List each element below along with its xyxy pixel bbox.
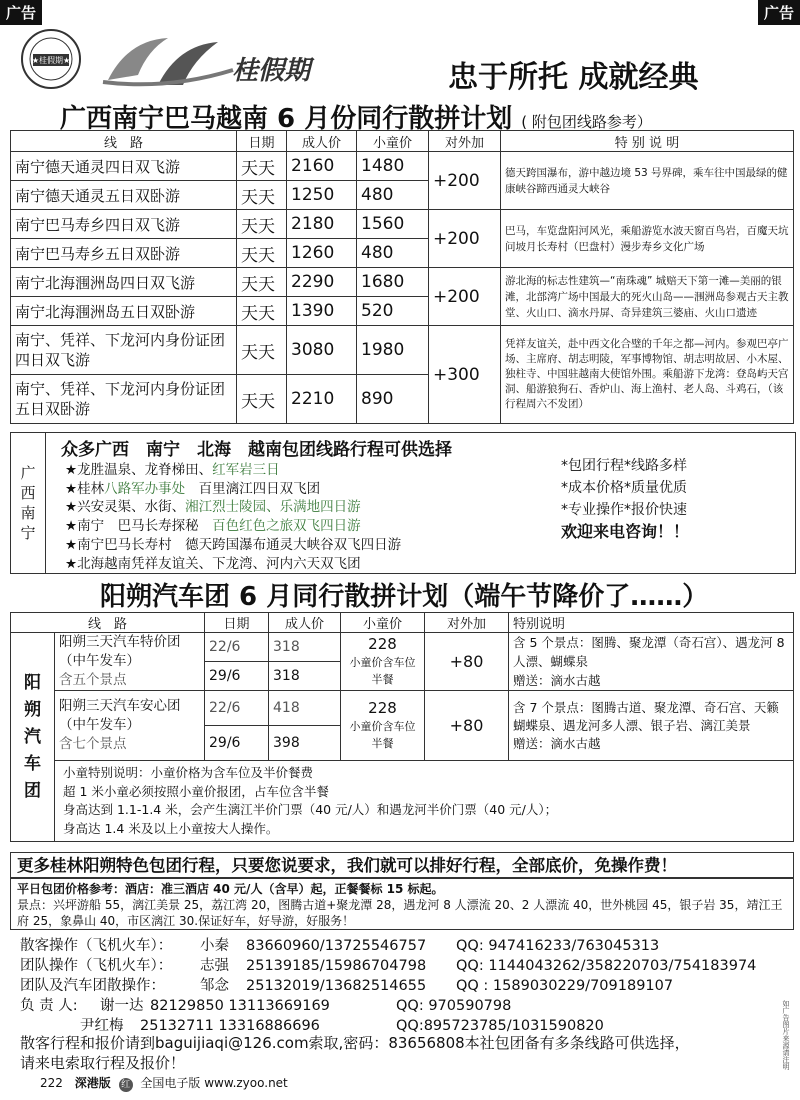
col-header: 成人价 xyxy=(287,131,357,152)
route-cell: 南宁巴马寿乡四日双飞游 xyxy=(11,210,237,239)
note-cell: 含 7 个景点：图腾古道、聚龙潭、奇石宫、天籁 蝴蝶泉、遇龙河多人漂、银子岩、漓江美景 赠送：滴水古越 xyxy=(509,691,794,761)
contact-row: 团队操作（飞机火车）： 志强 25139185/15986704798 QQ: 1144043262/358220703/754183974 xyxy=(20,958,757,974)
route-cell: 阳朔三天汽车安心团（中午发车） 含七个景点 xyxy=(55,691,205,761)
table-header-row xyxy=(11,131,794,152)
list-item: ★兴安灵渠、水街、湘江烈士陵园、乐满地四日游 xyxy=(65,499,361,516)
surcharge-cell: +200 xyxy=(429,210,501,268)
brand-name: 桂假期 xyxy=(232,56,311,86)
package-list xyxy=(65,461,401,573)
side-char: 宁 xyxy=(20,524,36,542)
date-cell: 22/6 xyxy=(205,691,269,726)
price-ref-line: 景点：兴坪游船 55，漓江美景 25，荔江湾 20，图腾古道+聚龙潭 28，遇龙河 8 人漂流 20、2 人漂流 40，世外桃园 45，银子岩 35，靖江王府 25，象鼻山 40，市区漓江 30.保证好车，好导游，好服务！ xyxy=(17,898,783,928)
feature-item: *成本价格*质量优质 xyxy=(561,480,687,496)
contact-row: 散客操作（飞机火车）： 小秦 83660960/13725546757 QQ: 947416233/763045313 xyxy=(20,938,660,954)
col-header: 成人价 xyxy=(269,613,341,633)
child-notes-cell xyxy=(55,761,794,842)
page-number: 222 xyxy=(40,1076,63,1090)
side-char: 广 xyxy=(20,464,36,482)
child-note: 超 1 米小童必须按照小童价报团，占车位含半餐 xyxy=(63,783,329,799)
child-price-cell: 228 小童价含车位半餐 xyxy=(341,691,425,761)
email-note: 散客行程和报价请到baguijiaqi@126.com索取,密码：83656808本社包团备有多条线路可供选择， xyxy=(20,1034,690,1052)
note-cell: 凭祥友谊关，赴中西文化合璧的千年之都—河内。参观巴亭广场、主席府、胡志明陵，军事博物馆、胡志明故居、小木屋、独柱寺、中国驻越南大使馆外围。乘船游下龙湾：登岛屿天宫洞、船游狼狗石、香炉山、海上渔村、老人岛、斗鸡石，（该行程周六不发团） xyxy=(501,326,794,424)
note-cell: 含 5 个景点：图腾、聚龙潭（奇石宫）、遇龙河 8 人漂、蝴蝶泉 赠送：滴水古越 xyxy=(509,633,794,691)
section3-table xyxy=(10,612,794,842)
section1-subtitle: ( 附包团线路参考） xyxy=(521,113,652,131)
col-header: 日期 xyxy=(205,613,269,633)
child-price-cell: 1980 xyxy=(357,326,429,375)
table-row xyxy=(11,761,794,842)
route-cell: 南宁北海涠洲岛四日双飞游 xyxy=(11,268,237,297)
list-item: ★南宁 巴马长寿探秘 百色红色之旅双飞四日游 xyxy=(65,518,361,535)
section1-title-text: 广西南宁巴马越南 6 月份同行散拼计划 xyxy=(60,104,513,134)
child-price-cell: 1680 xyxy=(357,268,429,297)
child-note: 身高达到 1.1-1.4 米，会产生漓江半价门票（40 元/人）和遇龙河半价门票（40 元/人）； xyxy=(63,802,558,817)
adult-price-cell: 318 xyxy=(269,662,341,691)
child-price-cell: 480 xyxy=(357,181,429,210)
col-header: 小童价 xyxy=(357,131,429,152)
adult-price-cell: 2290 xyxy=(287,268,357,297)
contact-row: 负 责 人: 谢一达 82129850 13113669169 QQ: 970590798 xyxy=(20,998,512,1014)
surcharge-cell: +200 xyxy=(429,152,501,210)
surcharge-cell: +80 xyxy=(425,691,509,761)
col-header: 线 路 xyxy=(11,131,237,152)
col-header: 对外加 xyxy=(425,613,509,633)
route-cell: 南宁德天通灵四日双飞游 xyxy=(11,152,237,181)
table-row xyxy=(11,691,794,726)
child-price-cell: 890 xyxy=(357,375,429,424)
date-cell: 天天 xyxy=(237,181,287,210)
contact-row: 团队及汽车团散操作： 邹念 25132019/13682514655 QQ : 1589030229/709189107 xyxy=(20,978,674,994)
child-price-cell: 1560 xyxy=(357,210,429,239)
features-list xyxy=(561,455,689,543)
col-header: 日期 xyxy=(237,131,287,152)
child-note: 身高达 1.4 米及以上小童按大人操作。 xyxy=(63,820,279,836)
date-cell: 天天 xyxy=(237,239,287,268)
list-item: ★龙胜温泉、龙脊梯田、红军岩三日 xyxy=(65,462,280,478)
side-char: 南 xyxy=(20,504,36,522)
col-header: 线 路 xyxy=(11,613,205,633)
table-row xyxy=(11,326,794,375)
contact-row: 尹红梅 25132711 13316886696 QQ:895723785/1031590820 xyxy=(80,1018,604,1034)
date-cell: 22/6 xyxy=(205,633,269,662)
route-cell: 南宁德天通灵五日双卧游 xyxy=(11,181,237,210)
adult-price-cell: 1390 xyxy=(287,297,357,326)
section3-title: 阳朔汽车团 6 月同行散拼计划（端午节降价了……） xyxy=(100,582,709,612)
list-item: ★南宁巴马长寿村 德天跨国瀑布通灵大峡谷双飞四日游 xyxy=(65,536,402,553)
company-seal xyxy=(6,28,96,90)
date-cell: 天天 xyxy=(237,268,287,297)
date-cell: 29/6 xyxy=(205,726,269,761)
side-vertical-text: 如广告图片来源请注明 xyxy=(782,1000,790,1070)
list-item: ★桂林八路军办事处 百里漓江四日双飞团 xyxy=(65,480,321,497)
package-tours-box xyxy=(10,432,796,574)
adult-price-cell: 2180 xyxy=(287,210,357,239)
child-price-cell: 228 小童价含车位半餐 xyxy=(341,633,425,691)
adult-price-cell: 1250 xyxy=(287,181,357,210)
welcome-text: 欢迎来电咨询！！ xyxy=(561,522,690,541)
note-cell: 巴马，车览盘阳河风光，乘船游览水波天窗百鸟岩，百魔天坑问坡月长寿村（巴盘村）漫步寿乡文化广场 xyxy=(501,210,794,268)
child-price-cell: 520 xyxy=(357,297,429,326)
site-label: 全国电子版 www.zyoo.net xyxy=(140,1076,288,1090)
date-cell: 29/6 xyxy=(205,662,269,691)
col-header: 特 别 说 明 xyxy=(501,131,794,152)
price-ref-line: 平日包团价格参考：酒店：准三酒店 40 元/人（含早）起，正餐餐标 15 标起。 xyxy=(17,882,444,896)
package-heading: 众多广西 南宁 北海 越南包团线路行程可供选择 xyxy=(61,440,452,460)
svg-text:★桂假期★: ★桂假期★ xyxy=(31,56,71,65)
adult-price-cell: 418 xyxy=(269,691,341,726)
slogan: 忠于所托 成就经典 xyxy=(448,60,699,95)
route-cell: 南宁、凭祥、下龙河内身份证团五日双卧游 xyxy=(11,375,237,424)
date-cell: 天天 xyxy=(237,297,287,326)
table-row xyxy=(11,268,794,297)
section1-table xyxy=(10,130,794,424)
adult-price-cell: 398 xyxy=(269,726,341,761)
date-cell: 天天 xyxy=(237,326,287,375)
email-note: 请来电索取行程及报价！ xyxy=(20,1054,186,1072)
route-cell: 南宁、凭祥、下龙河内身份证团四日双飞游 xyxy=(11,326,237,375)
adult-price-cell: 3080 xyxy=(287,326,357,375)
region-side-label xyxy=(11,433,46,573)
custom-tour-banner: 更多桂林阳朔特色包团行程，只要您说要求，我们就可以排好行程，全部底价，免操作费！ xyxy=(10,852,794,878)
ad-tag-right: 广告 xyxy=(758,0,800,25)
table-row xyxy=(11,210,794,239)
price-reference xyxy=(10,878,794,930)
note-cell: 游北海的标志性建筑—“南珠魂” 城赔天下第一滩—美丽的银滩，北部湾广场中国最大的死火山岛——涠洲岛参观古天主教堂、火山口、滴水丹屏、奇异建筑三婆庙、火山口遗迹 xyxy=(501,268,794,326)
adult-price-cell: 2160 xyxy=(287,152,357,181)
table-header-row xyxy=(11,613,794,633)
col-header: 特别说明 xyxy=(509,613,794,633)
child-note: 小童特别说明：小童价格为含车位及半价餐费 xyxy=(63,765,314,780)
brand-swoosh-logo xyxy=(98,30,238,92)
table-row xyxy=(11,152,794,181)
surcharge-cell: +200 xyxy=(429,268,501,326)
child-price-cell: 1480 xyxy=(357,152,429,181)
ad-tag-left: 广告 xyxy=(0,0,42,25)
col-header: 对外加 xyxy=(429,131,501,152)
surcharge-cell: +80 xyxy=(425,633,509,691)
date-cell: 天天 xyxy=(237,375,287,424)
adult-price-cell: 1260 xyxy=(287,239,357,268)
table-row xyxy=(11,633,794,662)
adult-price-cell: 2210 xyxy=(287,375,357,424)
yangshuo-side-label: 阳 朔 汽 车 团 xyxy=(11,633,55,842)
feature-item: *专业操作*报价快速 xyxy=(561,502,687,518)
route-cell: 南宁北海涠洲岛五日双卧游 xyxy=(11,297,237,326)
date-cell: 天天 xyxy=(237,152,287,181)
date-cell: 天天 xyxy=(237,210,287,239)
red-circle-badge: 红 xyxy=(119,1078,133,1092)
route-cell: 南宁巴马寿乡五日双卧游 xyxy=(11,239,237,268)
page-footer xyxy=(40,1074,288,1092)
side-char: 西 xyxy=(20,484,36,502)
list-item: ★北海越南凭祥友谊关、下龙湾、河内六天双飞团 xyxy=(65,555,361,572)
adult-price-cell: 318 xyxy=(269,633,341,662)
col-header: 小童价 xyxy=(341,613,425,633)
feature-item: *包团行程*线路多样 xyxy=(561,458,687,474)
note-cell: 德天跨国瀑布，游中越边境 53 号界碑，乘车往中国最绿的健康峡谷蹄西通灵大峡谷 xyxy=(501,152,794,210)
child-price-cell: 480 xyxy=(357,239,429,268)
route-cell: 阳朔三天汽车特价团（中午发车） 含五个景点 xyxy=(55,633,205,691)
edition-label: 深港版 xyxy=(74,1076,111,1090)
surcharge-cell: +300 xyxy=(429,326,501,424)
